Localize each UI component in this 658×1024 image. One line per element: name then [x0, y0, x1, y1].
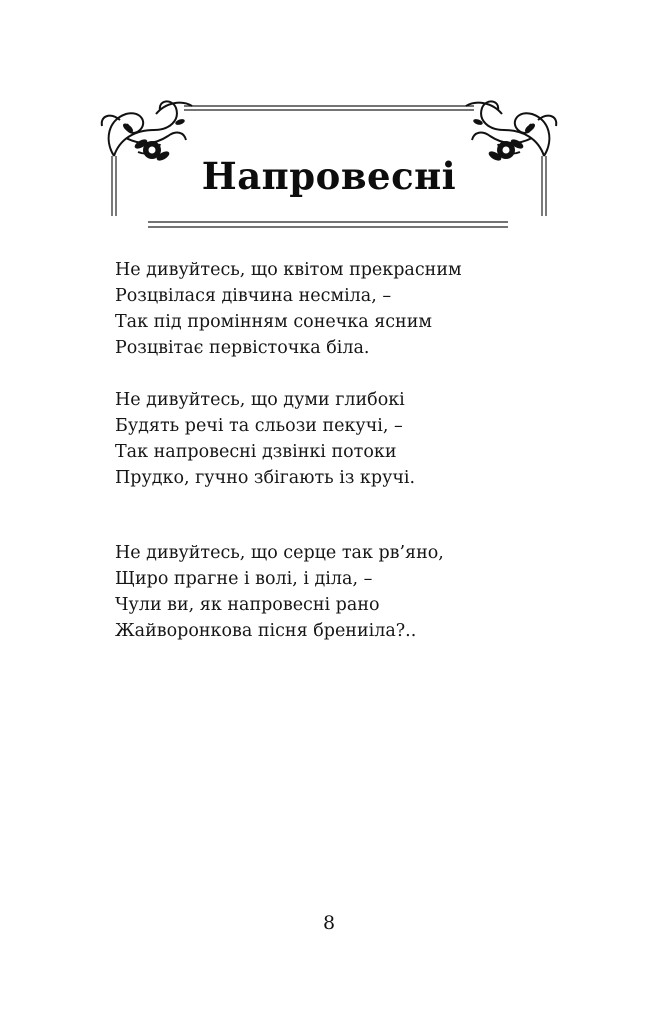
poem-line: Не дивуйтесь, що квітом прекрасним [115, 260, 462, 280]
stanza [115, 387, 415, 491]
stanza [115, 540, 444, 644]
poem-line: Жайворонкова пісня брениіла?.. [115, 621, 417, 641]
poem-line: Не дивуйтесь, що думи глибокі [115, 390, 405, 410]
poem-line: Не дивуйтесь, що серце так рв’яно, [115, 543, 444, 563]
stanza [115, 257, 462, 361]
page-number: 8 [322, 912, 336, 934]
poem-line: Розцвітає первісточка біла. [115, 338, 370, 358]
poem-line: Так напровесні дзвінкі потоки [115, 442, 397, 462]
poem-line: Розцвілася дівчина несміла, – [115, 286, 392, 306]
poem-line: Так під промінням сонечка ясним [115, 312, 432, 332]
poem-line: Будять речі та сльози пекучі, – [115, 416, 403, 436]
poem-line: Прудко, гучно збігають із кручі. [115, 468, 416, 488]
poem-title: Напровесні [201, 154, 457, 198]
poem-line: Чули ви, як напровесні рано [115, 595, 380, 615]
poem-line: Щиро прагне і волі, і діла, – [115, 569, 373, 589]
